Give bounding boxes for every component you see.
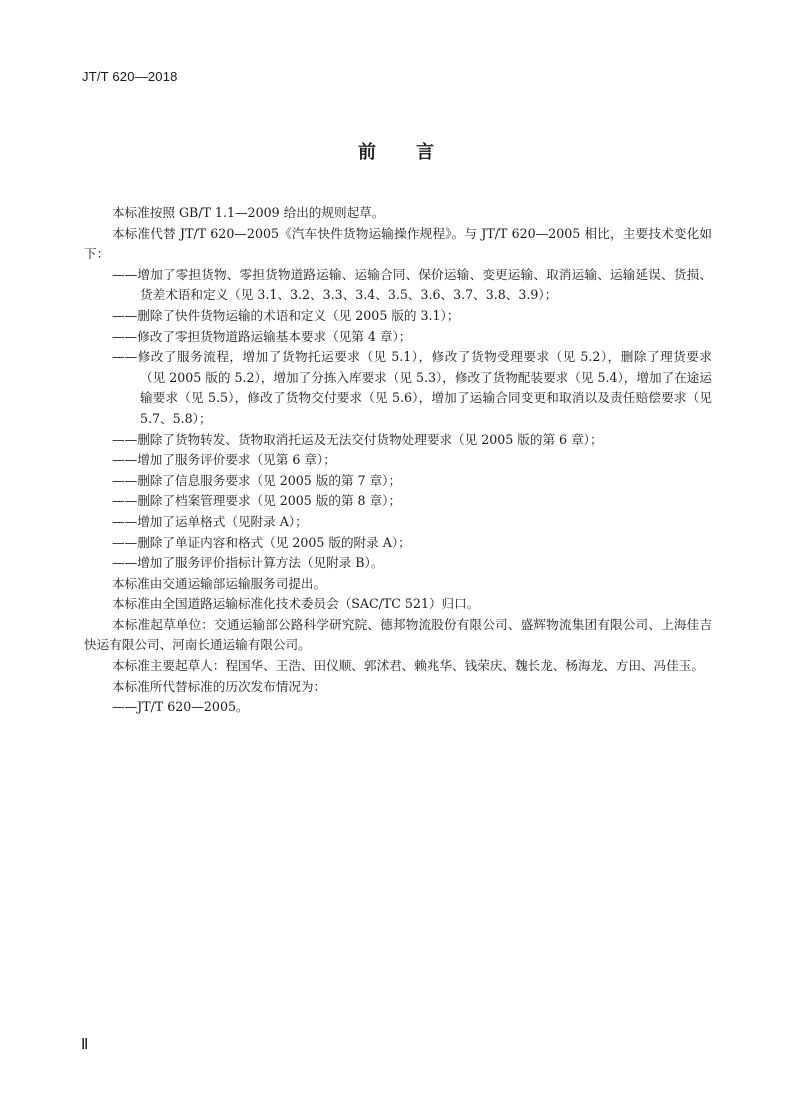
change-item: ——删除了信息服务要求（见 2005 版的第 7 章）； [112, 472, 402, 488]
body-text [84, 203, 712, 718]
paragraph: 本标准所代替标准的历次发布情况为： [112, 678, 327, 694]
change-item: ——增加了运单格式（见附录 A）； [112, 513, 308, 529]
change-item: ——增加了服务评价要求（见第 6 章）； [112, 452, 336, 468]
document-code: JT/T 620—2018 [82, 69, 178, 84]
paragraph: 本标准由交通运输部运输服务司提出。 [112, 575, 327, 591]
change-item: ——增加了服务评价指标计算方法（见附录 B）。 [112, 555, 384, 571]
change-item: ——修改了零担货物道路运输基本要求（见第 4 章）； [112, 328, 412, 344]
paragraph: 本标准代替 JT/T 620—2005《汽车快件货物运输操作规程》。与 JT/T 620—2005 相比，主要技术变化如下： [84, 225, 712, 262]
change-item: ——修改了服务流程，增加了货物托运要求（见 5.1），修改了货物受理要求（见 5.2），删除了理货要求（见 2005 版的 5.2），增加了分拣入库要求（见 5.3），修改了货物配装要求（见 5.4），增加了在途运输要求（见 5.5），修改了货物交付要求（见 5.6），增加了运输合同变更和取消以及责任赔偿要求（见 5.7、5.8）； [112, 349, 712, 426]
page-title: 前言 [358, 142, 474, 163]
paragraph: 本标准起草单位：交通运输部公路科学研究院、德邦物流股份有限公司、盛辉物流集团有限公司、上海佳吉快运有限公司、河南长通运输有限公司。 [84, 616, 712, 653]
paragraph: 本标准由全国道路运输标准化技术委员会（SAC/TC 521）归口。 [112, 596, 480, 612]
change-item: ——删除了货物转发、货物取消托运及无法交付货物处理要求（见 2005 版的第 6 章）； [112, 431, 603, 447]
change-item: ——删除了单证内容和格式（见 2005 版的附录 A）； [112, 534, 411, 550]
page-number: Ⅱ [81, 1037, 89, 1053]
change-item: ——删除了档案管理要求（见 2005 版的第 8 章）； [112, 493, 402, 509]
paragraph: 本标准按照 GB/T 1.1—2009 给出的规则起草。 [112, 205, 385, 220]
paragraph: 本标准主要起草人：程国华、王浩、田仪顺、郭沭君、赖兆华、钱荣庆、魏长龙、杨海龙、方田、冯佳玉。 [112, 658, 704, 674]
change-item: ——删除了快件货物运输的术语和定义（见 2005 版的 3.1）； [112, 307, 460, 323]
change-item: ——增加了零担货物、零担货物道路运输、运输合同、保价运输、变更运输、取消运输、运输延误、货损、货差术语和定义（见 3.1、3.2、3.3、3.4、3.5、3.6、3.7、3.8、3.9）； [112, 266, 712, 303]
history-item: ——JT/T 620—2005。 [112, 699, 249, 715]
